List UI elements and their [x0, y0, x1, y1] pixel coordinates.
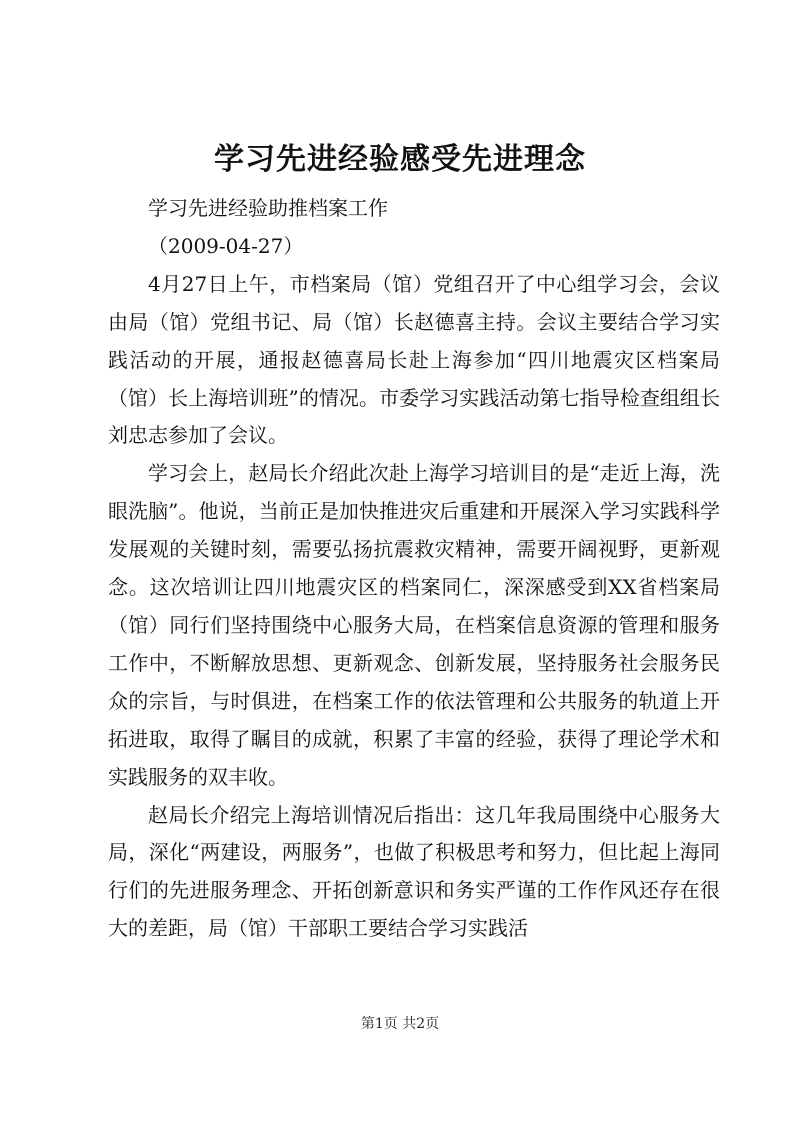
- document-body: [108, 190, 720, 948]
- paragraph: 4月27日上午，市档案局（馆）党组召开了中心组学习会，会议由局（馆）党组书记、局（馆）长赵德喜主持。会议主要结合学习实践活动的开展，通报赵德喜局长赴上海参加“四川地震灾区档案局（馆）长上海培训班”的情况。市委学习实践活动第七指导检查组组长刘忠志参加了会议。: [108, 271, 720, 448]
- document-title: 学习先进经验感受先进理念: [214, 142, 586, 177]
- paragraph: 学习会上，赵局长介绍此次赴上海学习培训目的是“走近上海，洗眼洗脑”。他说，当前正是加快推进灾后重建和开展深入学习实践科学发展观的关键时刻，需要弘扬抗震救灾精神，需要开阔视野，更新观念。这次培训让四川地震灾区的档案同仁，深深感受到XX省档案局（馆）同行们坚持围绕中心服务大局，在档案信息资源的管理和服务工作中，不断解放思想、更新观念、创新发展，坚持服务社会服务民众的宗旨，与时俱进，在档案工作的依法管理和公共服务的轨道上开拓进取，取得了瞩目的成就，积累了丰富的经验，获得了理论学术和实践服务的双丰收。: [108, 461, 720, 789]
- document-date: （2009-04-27）: [148, 233, 304, 258]
- page-footer: 第1页 共2页: [360, 1016, 440, 1032]
- document-subtitle: 学习先进经验助推档案工作: [148, 196, 388, 220]
- paragraph: 赵局长介绍完上海培训情况后指出：这几年我局围绕中心服务大局，深化“两建设，两服务”，也做了积极思考和努力，但比起上海同行们的先进服务理念、开拓创新意识和务实严谨的工作作风还存在很大的差距，局（馆）干部职工要结合学习实践活: [108, 802, 720, 941]
